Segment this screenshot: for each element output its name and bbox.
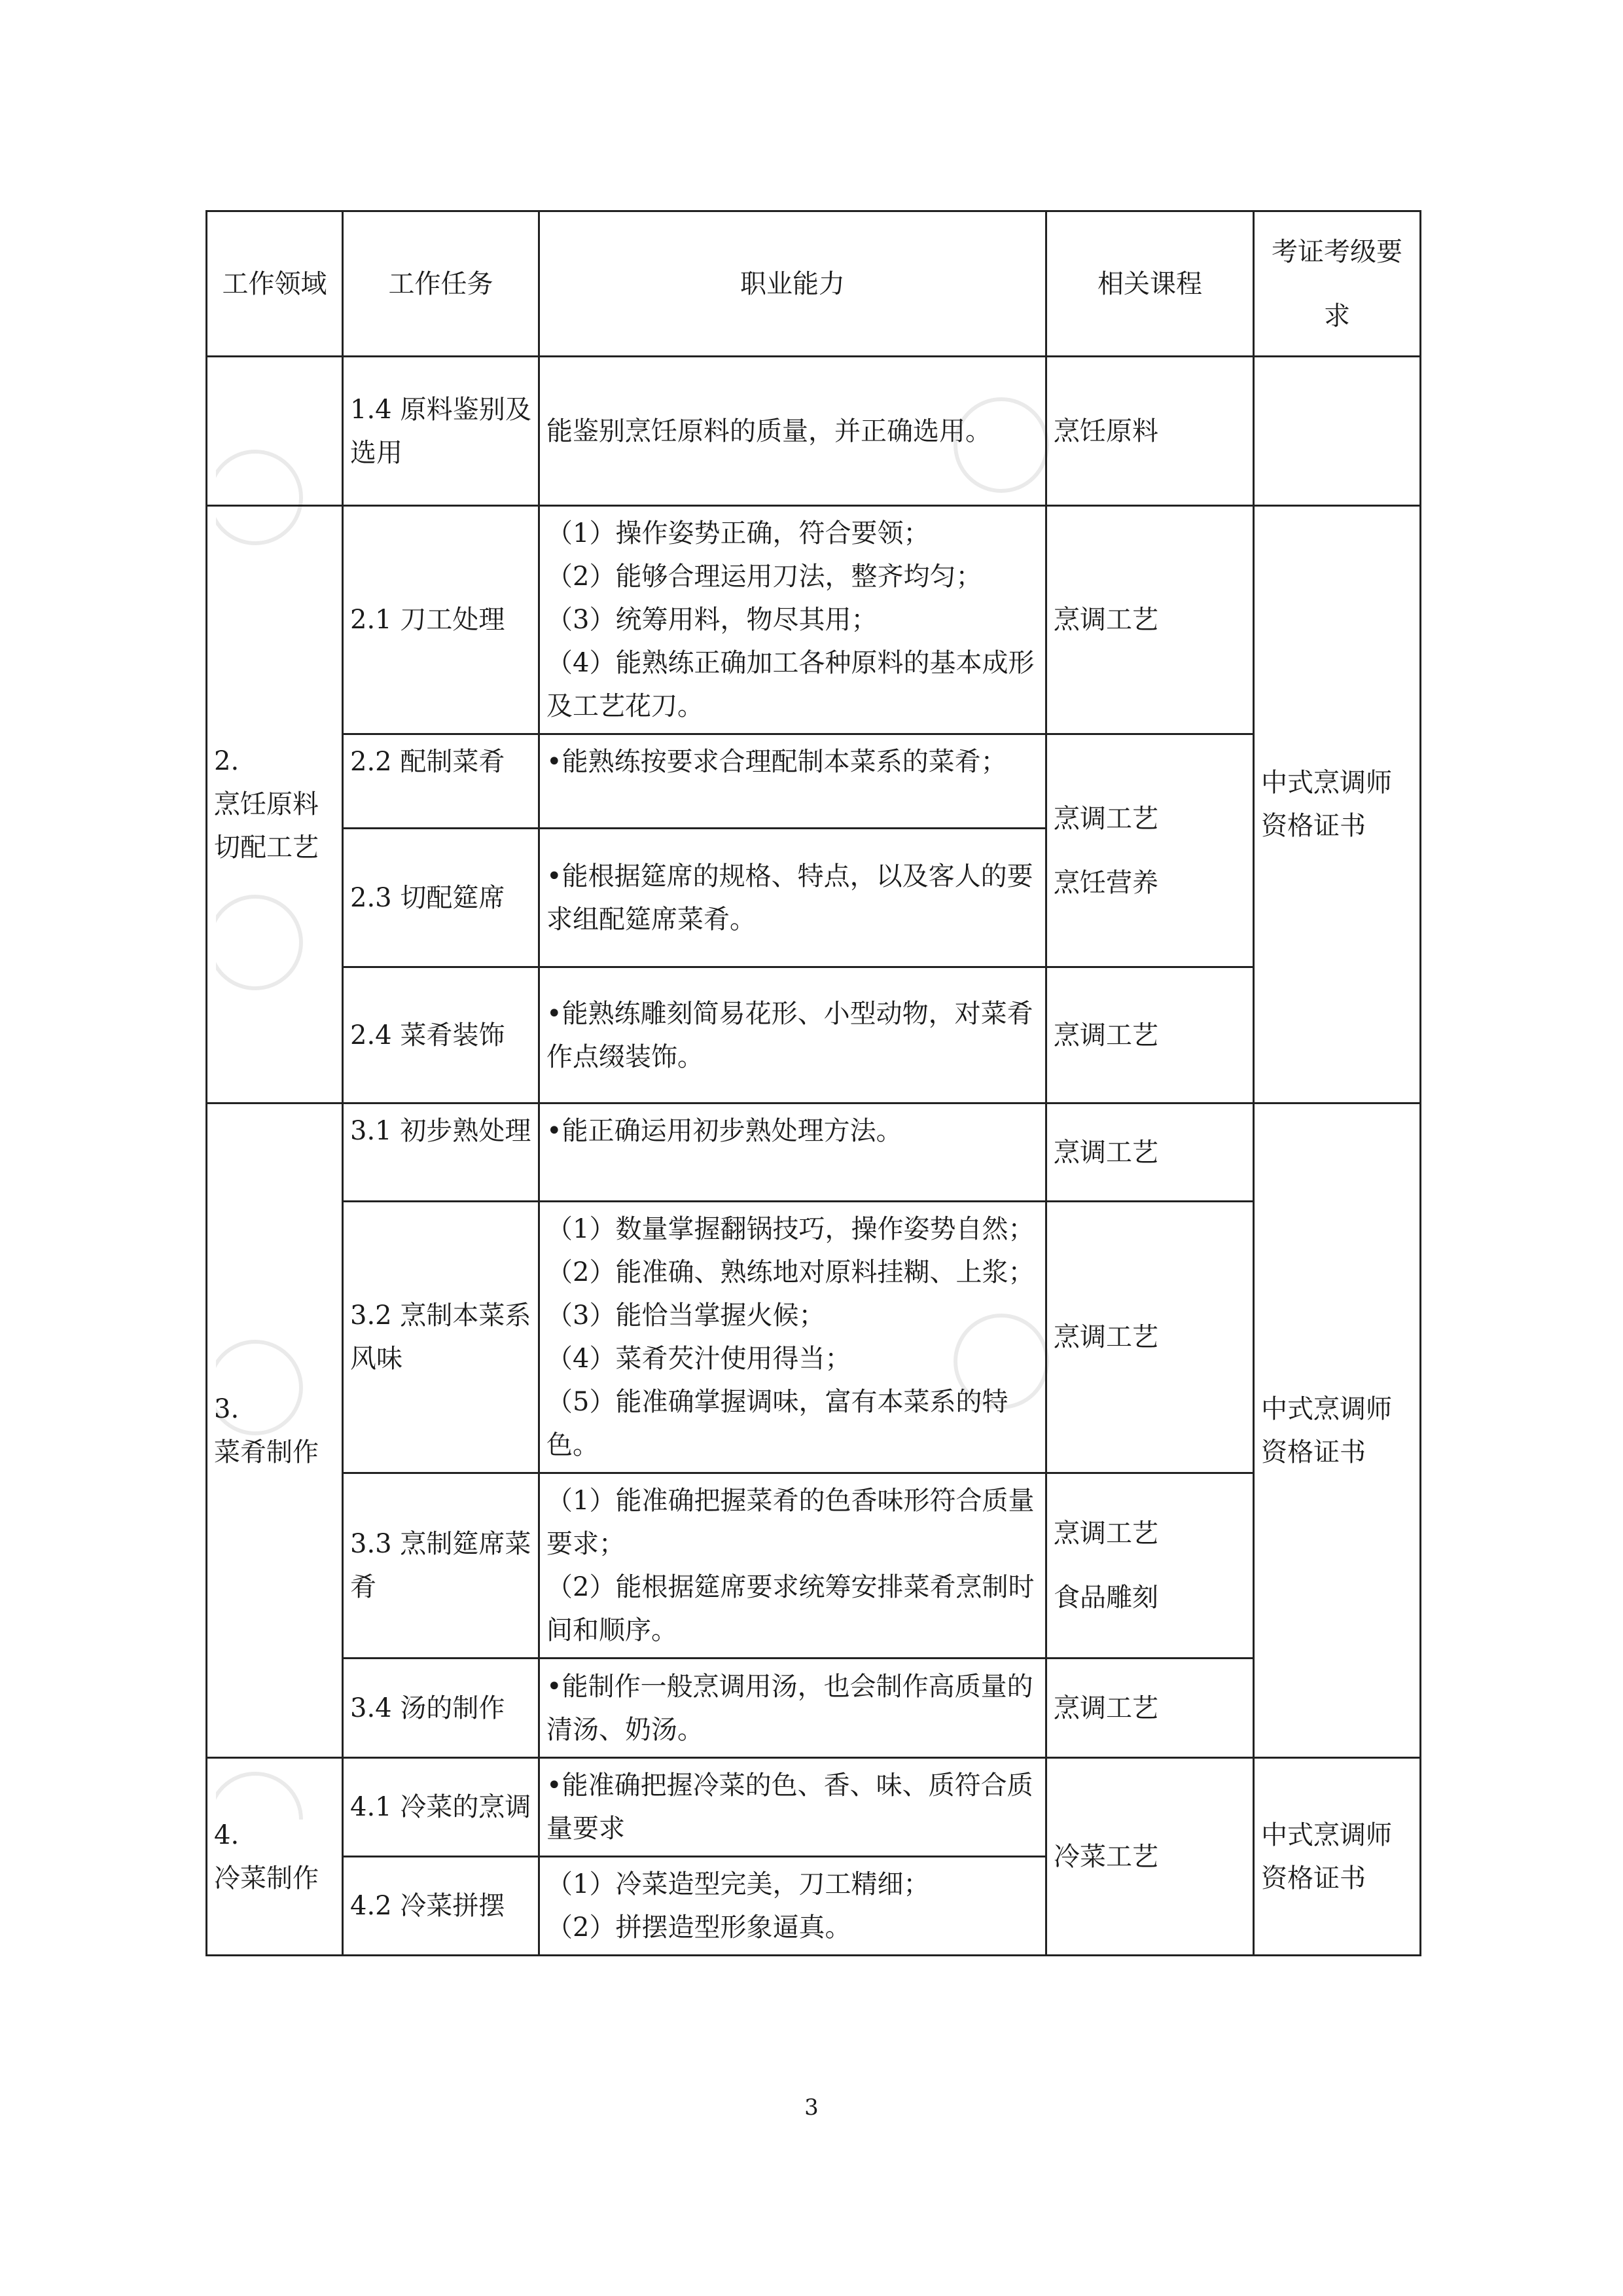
ability-line: （2）能准确、熟练地对原料挂糊、上浆； [546,1257,1035,1287]
ability-line: （2）拼摆造型形象逼真。 [546,1912,851,1943]
course-line: 烹饪原料 [1054,416,1158,446]
course-cell [1046,1202,1254,1473]
task-cell: 3.4 汤的制作 [343,1659,539,1758]
domain-number: 3. [214,1393,240,1424]
ability-line: •能正确运用初步熟处理方法。 [546,1116,902,1146]
ability-line: •能熟练雕刻简易花形、小型动物，对菜肴作点缀装饰。 [546,998,1033,1072]
ability-line: （3）能恰当掌握火候； [546,1300,825,1331]
course-line: 食品雕刻 [1054,1583,1158,1613]
ability-line: •能制作一般烹调用汤，也会制作高质量的清汤、奶汤。 [546,1671,1033,1745]
ability-cell [539,1659,1046,1758]
domain-number: 4. [214,1820,240,1850]
ability-line: •能准确把握冷菜的色、香、味、质符合质量要求 [546,1770,1033,1844]
table-row [207,506,1421,734]
ability-cell [539,1758,1046,1857]
ability-line: 能鉴别烹饪原料的质量，并正确选用。 [546,416,991,446]
domain-name: 冷菜制作 [214,1863,319,1893]
ability-line: •能熟练按要求合理配制本菜系的菜肴； [546,747,1007,777]
course-line: 烹调工艺 [1054,1137,1158,1168]
course-cell [1046,734,1254,967]
task-cell: 3.3 烹制筵席菜肴 [343,1473,539,1659]
header-course: 相关课程 [1046,211,1254,357]
header-task: 工作任务 [343,211,539,357]
ability-line: （2）能根据筵席要求统筹安排菜肴烹制时间和顺序。 [546,1572,1035,1645]
course-line: 烹调工艺 [1054,605,1158,635]
domain-cell [207,1758,343,1956]
course-line: 烹调工艺 [1054,1020,1158,1050]
task-cell: 3.1 初步熟处理 [343,1103,539,1202]
course-line: 烹调工艺 [1054,1322,1158,1352]
ability-line: （5）能准确掌握调味，富有本菜系的特色。 [546,1387,1008,1460]
domain-number: 2. [214,746,240,776]
task-cell: 4.2 冷菜拼摆 [343,1857,539,1956]
header-cert: 考证考级要求 [1254,211,1421,357]
task-cell: 2.4 菜肴装饰 [343,967,539,1103]
ability-cell [539,1202,1046,1473]
table-row [207,1202,1421,1473]
ability-line: （1）能准确把握菜肴的色香味形符合质量要求； [546,1486,1035,1559]
ability-cell [539,829,1046,967]
table-row [207,967,1421,1103]
task-cell: 2.1 刀工处理 [343,506,539,734]
table-row [207,357,1421,506]
course-line: 烹饪营养 [1054,867,1158,898]
task-cell: 3.2 烹制本菜系风味 [343,1202,539,1473]
cert-cell: 中式烹调师资格证书 [1254,1103,1421,1758]
domain-name: 烹饪原料切配工艺 [214,789,319,863]
page-number: 3 [804,2094,819,2121]
task-cell: 2.3 切配筵席 [343,829,539,967]
course-cell [1046,1473,1254,1659]
curriculum-table [205,210,1421,1956]
domain-name: 菜肴制作 [214,1437,319,1467]
cert-cell: 中式烹调师资格证书 [1254,1758,1421,1956]
ability-line: （1）冷菜造型完美，刀工精细； [546,1869,930,1899]
course-line: 烹调工艺 [1054,1693,1158,1723]
course-cell [1046,1659,1254,1758]
ability-line: •能根据筵席的规格、特点，以及客人的要求组配筵席菜肴。 [546,861,1033,935]
ability-line: （2）能够合理运用刀法，整齐均匀； [546,562,982,592]
task-cell: 1.4 原料鉴别及选用 [343,357,539,506]
ability-cell [539,1473,1046,1659]
course-line: 烹调工艺 [1054,803,1158,834]
cert-cell: 中式烹调师资格证书 [1254,506,1421,1103]
ability-line: （4）能熟练正确加工各种原料的基本成形及工艺花刀。 [546,648,1035,721]
table-row [207,1758,1421,1857]
header-domain: 工作领域 [207,211,343,357]
domain-cell [207,357,343,506]
table-row [207,1659,1421,1758]
table-row [207,1103,1421,1202]
course-cell [1046,1103,1254,1202]
cert-cell [1254,357,1421,506]
table-row [207,734,1421,829]
ability-line: （4）菜肴芡汁使用得当； [546,1344,851,1374]
ability-cell [539,734,1046,829]
course-cell [1046,357,1254,506]
task-cell: 4.1 冷菜的烹调 [343,1758,539,1857]
ability-line: （1）操作姿势正确，符合要领； [546,518,930,548]
header-row [207,211,1421,357]
ability-cell [539,357,1046,506]
course-cell [1046,1758,1254,1956]
course-cell [1046,506,1254,734]
ability-cell [539,967,1046,1103]
course-line: 冷菜工艺 [1054,1841,1158,1872]
ability-line: （1）数量掌握翻锅技巧，操作姿势自然； [546,1214,1035,1244]
header-ability: 职业能力 [539,211,1046,357]
domain-cell [207,506,343,1103]
ability-line: （3）统筹用料，物尽其用； [546,605,878,635]
course-cell [1046,967,1254,1103]
ability-cell [539,1103,1046,1202]
table-row [207,1473,1421,1659]
domain-cell [207,1103,343,1758]
ability-cell [539,1857,1046,1956]
ability-cell [539,506,1046,734]
course-line: 烹调工艺 [1054,1518,1158,1549]
task-cell: 2.2 配制菜肴 [343,734,539,829]
